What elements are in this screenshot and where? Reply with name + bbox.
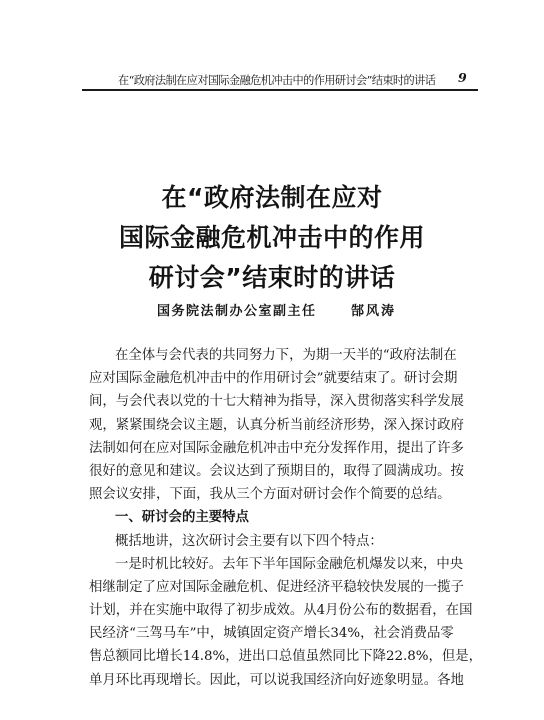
section-heading: 一、研讨会的主要特点 (115, 510, 249, 526)
header-rule (82, 89, 478, 91)
paragraph-line: 一是时机比较好。去年下半年国际金融危机爆发以来，中央 (115, 556, 464, 572)
paragraph-line: 计划，并在实施中取得了初步成效。从4月份公布的数据看，在国 (89, 603, 473, 619)
paragraph-line: 民经济“三驾马车”中，城镇固定资产增长34%，社会消费品零 (89, 626, 454, 642)
paragraph-line: 应对国际金融危机冲击中的作用研讨会”就要结束了。研讨会期 (89, 371, 458, 387)
article-title-line-3: 研讨会”结束时的讲话 (148, 263, 396, 292)
paragraph-line: 在全体与会代表的共同努力下，为期一天半的“政府法制在 (115, 348, 457, 363)
paragraph-line: 很好的意见和建议。会议达到了预期目的，取得了圆满成功。按 (89, 463, 464, 479)
byline-author-name: 郜风涛 (351, 304, 397, 319)
article-title-line-2: 国际金融危机冲击中的作用 (118, 223, 425, 252)
paragraph-line: 概括地讲，这次研讨会主要有以下四个特点： (115, 533, 383, 549)
running-header-title: 在“政府法制在应对国际金融危机冲击中的作用研讨会”结束时的讲话 (118, 74, 436, 87)
running-header (0, 68, 544, 90)
paragraph-line: 售总额同比增长14.8%，进出口总值虽然同比下降22.8%，但是， (89, 649, 483, 665)
byline-organization: 国务院法制办公室副主任 (157, 304, 317, 319)
article-title-line-1: 在“政府法制在应对 (161, 183, 383, 212)
byline (0, 300, 544, 320)
paragraph-line: 相继制定了应对国际金融危机、促进经济平稳较快发展的一揽子 (89, 579, 464, 595)
paragraph-line: 照会议安排，下面，我从三个方面对研讨会作个简要的总结。 (89, 487, 451, 503)
paragraph-line: 法制如何在应对国际金融危机冲击中充分发挥作用，提出了许多 (89, 440, 464, 456)
paragraph-line: 观，紧紧围绕会议主题，认真分析当前经济形势，深入探讨政府 (89, 417, 464, 433)
paragraph-line: 间，与会代表以党的十七大精神为指导，深入贯彻落实科学发展 (89, 394, 464, 410)
paragraph-line: 单月环比再现增长。因此，可以说我国经济向好迹象明显。各地 (89, 672, 464, 688)
body-text (89, 344, 483, 692)
page-number: 9 (458, 70, 467, 85)
